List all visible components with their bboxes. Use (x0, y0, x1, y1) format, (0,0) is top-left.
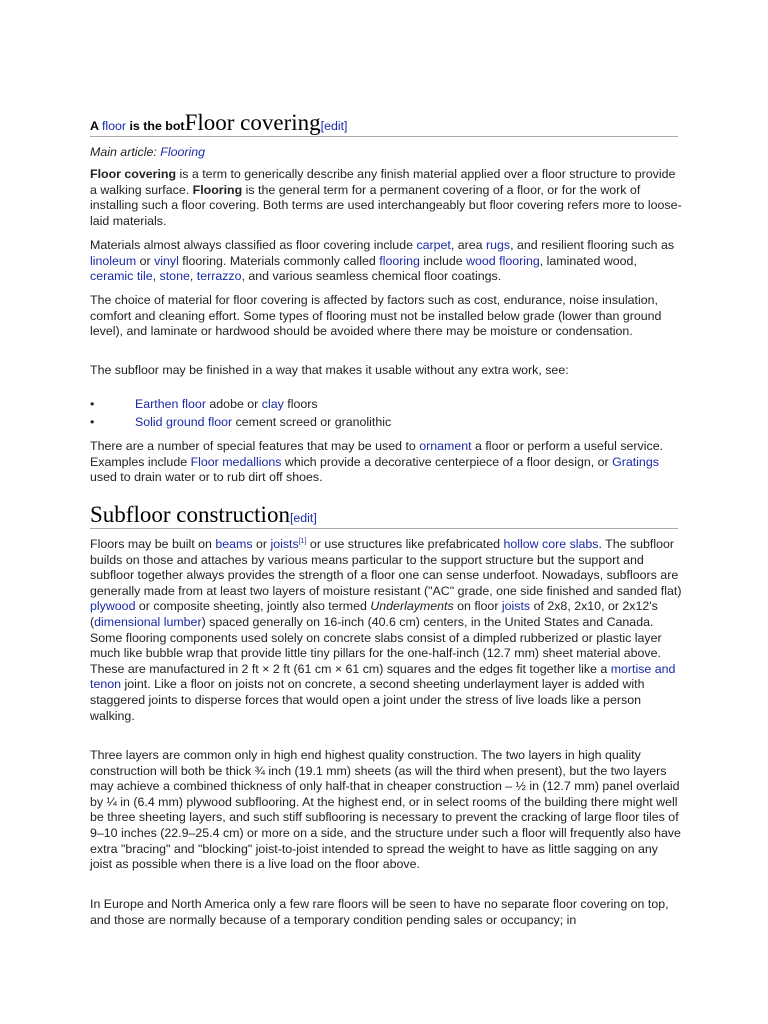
bullet-icon: • (90, 415, 95, 429)
list-item (90, 415, 680, 433)
edit-link[interactable]: [edit] (320, 119, 348, 134)
paragraph-text: of 2x8, 2x10, or 2x12's ( (90, 599, 658, 629)
paragraph: The choice of material for floor covering is affected by factors such as cost, endurance, noise insulation, comfort and cleaning effort. Some types of flooring must not be installed below grade (lower than ground level), and laminate or hardwood should be avoided where there may be moisture or condensation. (90, 293, 662, 339)
hatnote-label: Main article: (90, 145, 161, 159)
paragraph-text: is a term to generically describe any finish material applied over a floor structure to provide a walking surface. (90, 167, 676, 197)
link-joists-2[interactable]: joists (501, 599, 531, 614)
list-item-text: floors (283, 397, 318, 411)
paragraph-text: include (419, 253, 467, 268)
link-mortise-and-tenon[interactable]: mortise and tenon (90, 661, 676, 692)
link-beams[interactable]: beams (215, 537, 253, 551)
paragraph-text: Materials almost always classified as floor covering include (90, 238, 417, 252)
paragraph (90, 167, 682, 229)
hatnote-link-flooring[interactable]: Flooring (160, 145, 206, 159)
link-vinyl[interactable]: vinyl (154, 253, 179, 268)
link-linoleum[interactable]: linoleum (90, 253, 137, 268)
link-stone[interactable]: stone (159, 269, 190, 284)
main-article-hatnote (90, 145, 205, 161)
link-clay[interactable]: clay (261, 397, 284, 411)
link-flooring[interactable]: flooring (379, 253, 420, 268)
paragraph-text: , laminated wood, (539, 253, 637, 268)
paragraph-text: , (189, 269, 197, 284)
paragraph: Three layers are common only in high end highest quality construction. The two layers in high quality construction will both be thick ¾ inch (19.1 mm) sheets (as will the third when present), but the two layers may achieve a combined thickness of only half-that in cheaper construction – ½ in (12.7 mm) panel overlaid by ¼ in (6.4 mm) plywood subflooring. At the highest end, or in select rooms of the building there might well be three sheeting layers, and such stiff subflooring is necessary to prevent the cracking of large floor tiles of 9–10 inches (22.9–25.4 cm) or more on a side, and the structure under such a floor will frequently also have extra "bracing" and "blocking" joist-to-joist intended to spread the weight to have as little sagging on any joist as possible when there is a live load on the floor above. (90, 748, 681, 872)
paragraph-text: or composite sheeting, jointly also termed (135, 599, 371, 614)
link-joists[interactable]: joists (270, 537, 299, 551)
link-ceramic-tile[interactable]: ceramic tile (90, 269, 153, 284)
paragraph-text: joint. Like a floor on joists not on concrete, a second sheeting underlayment layer is added with staggered joints to disperse forces that would open a joint under the stress of live loads like a person walking. (90, 677, 645, 723)
paragraph-text: is the general term for a permanent covering of a floor, or for the work of installing such a floor covering. Both terms are used interchangeably but floor covering refers more to loose-laid materials. (90, 182, 682, 228)
citation-link[interactable]: [1] (298, 537, 307, 545)
paragraph (90, 439, 682, 486)
paragraph-text: ) spaced generally on 16-inch (40.6 cm) centers, in the United States and Canada. Some flooring components used solely on concrete slabs consist of a dimpled rubberized or plastic layer much like bubble wrap that provide little tiny pillars for the one-half-inch (12.7 mm) sheet material above. These are manufactured in 2 ft × 2 ft (61 cm × 61 cm) squares and the edges fit together like a (90, 614, 662, 676)
paragraph-text: , area (450, 238, 487, 252)
paragraph: In Europe and North America only a few rare floors will be seen to have no separate floor covering on top, and those are normally because of a temporary condition pending sales or occupancy; in (90, 897, 669, 927)
link-ornament[interactable]: ornament (419, 439, 472, 453)
paragraph (90, 238, 682, 285)
edit-link[interactable]: [edit] (289, 511, 317, 526)
paragraph-text: used to drain water or to rub dirt off shoes. (90, 470, 323, 485)
link-earthen-floor[interactable]: Earthen floor (135, 397, 206, 411)
bold-term: Flooring (192, 182, 243, 197)
heading-prefix-floor-link[interactable]: floor (101, 119, 127, 134)
paragraph (90, 537, 682, 724)
link-wood-flooring[interactable]: wood flooring (466, 253, 540, 268)
bullet-list (90, 397, 680, 433)
list-item-text: adobe or (205, 397, 262, 411)
link-gratings[interactable]: Gratings (612, 454, 659, 469)
paragraph-text: on floor (453, 599, 502, 614)
link-hollow-core-slabs[interactable]: hollow core slabs (503, 537, 599, 551)
link-carpet[interactable]: carpet (416, 238, 451, 252)
link-dimensional-lumber[interactable]: dimensional lumber (94, 614, 202, 629)
bullet-icon: • (90, 397, 95, 411)
paragraph-text: , and various seamless chemical floor coatings. (241, 269, 502, 284)
section-title: Subfloor construction (90, 502, 290, 528)
paragraph-text: There are a number of special features that may be used to (90, 439, 420, 453)
paragraph-text: which provide a decorative centerpiece of a floor design, or (281, 454, 613, 469)
link-floor-medallions[interactable]: Floor medallions (190, 454, 282, 469)
paragraph-text: flooring. Materials commonly called (178, 253, 380, 268)
heading-prefix-rest: is the bot (126, 119, 185, 134)
link-plywood[interactable]: plywood (90, 599, 136, 614)
paragraph-text: , (152, 269, 160, 284)
list-item-text: cement screed or granolithic (232, 415, 392, 429)
link-solid-ground-floor[interactable]: Solid ground floor (135, 415, 233, 429)
paragraph-text: Floors may be built on (90, 537, 216, 551)
paragraph-text: or (252, 537, 271, 551)
section-title: Floor covering (184, 110, 321, 136)
paragraph-text: or use structures like prefabricated (306, 537, 504, 551)
paragraph-text: a floor or perform a useful service. Examples include (90, 439, 664, 469)
paragraph-text: . The subfloor builds on those and attaches by various means particular to the support structure but the support and subfloor together always provides the strength of a floor one can sense underfoot. Nowadays, subfloors are generally made from at least two layers of moisture resistant ("AC" grade, one side finished and sanded flat) (90, 537, 682, 598)
section-heading-subfloor-construction (90, 500, 678, 529)
link-terrazzo[interactable]: terrazzo (196, 269, 242, 284)
list-item (90, 397, 680, 415)
paragraph: The subfloor may be finished in a way that makes it usable without any extra work, see: (90, 363, 569, 377)
bold-term: Floor covering (90, 167, 177, 181)
section-heading-floor-covering (90, 108, 678, 137)
paragraph-text: or (136, 253, 155, 268)
link-rugs[interactable]: rugs (486, 238, 511, 252)
paragraph-text: , and resilient flooring such as (510, 238, 675, 252)
italic-term: Underlayments (370, 599, 454, 614)
heading-prefix-a: A (90, 119, 102, 134)
